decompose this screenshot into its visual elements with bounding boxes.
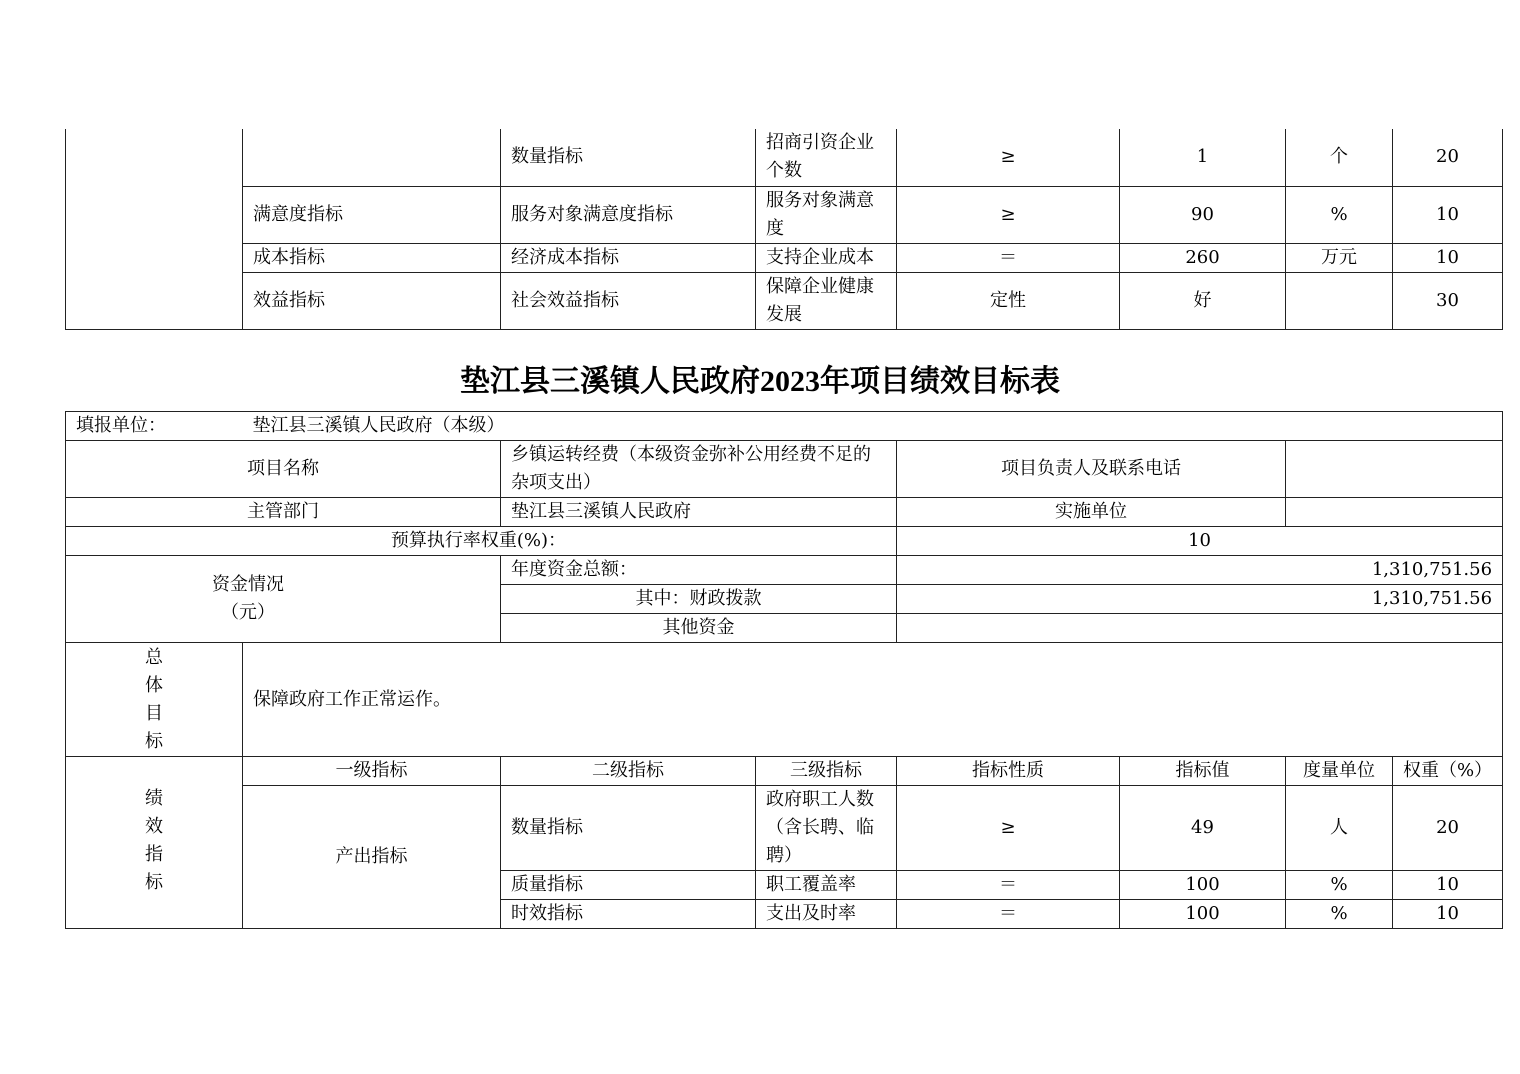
level3-cell: 保障企业健康发展	[756, 272, 897, 329]
budget-weight-value: 10	[897, 527, 1503, 556]
value-cell: 90	[1120, 186, 1286, 243]
budget-weight-row	[66, 527, 1503, 556]
dept-value: 垫江县三溪镇人民政府	[501, 498, 897, 527]
project-name-label: 项目名称	[66, 441, 501, 498]
header-row	[66, 757, 1503, 786]
header-level3: 三级指标	[756, 757, 897, 786]
header-nature: 指标性质	[897, 757, 1120, 786]
level2-cell: 社会效益指标	[501, 272, 756, 329]
level2-cell: 数量指标	[501, 129, 756, 186]
level3-cell: 服务对象满意度	[756, 186, 897, 243]
table-row	[66, 272, 1503, 329]
nature-cell: ≥	[897, 186, 1120, 243]
header-value: 指标值	[1120, 757, 1286, 786]
level2-cell: 时效指标	[501, 900, 756, 929]
perf-label	[66, 757, 243, 929]
unit-cell: 万元	[1286, 243, 1393, 272]
fill-unit-value: 垫江县三溪镇人民政府（本级）	[243, 412, 1503, 441]
annual-total-label: 年度资金总额：	[501, 556, 897, 585]
contact-value	[1286, 441, 1503, 498]
weight-cell: 10	[1393, 186, 1503, 243]
level1-cell: 效益指标	[243, 272, 501, 329]
unit-cell: %	[1286, 871, 1393, 900]
level1-cell: 成本指标	[243, 243, 501, 272]
header-level1: 一级指标	[243, 757, 501, 786]
nature-cell: ＝	[897, 243, 1120, 272]
output-label: 产出指标	[243, 786, 501, 929]
unit-cell: %	[1286, 900, 1393, 929]
dept-row	[66, 498, 1503, 527]
perf-label-char: 指	[145, 844, 163, 865]
nature-cell: ≥	[897, 129, 1120, 186]
table-row	[66, 129, 1503, 186]
performance-target-table	[65, 411, 1503, 929]
level2-cell: 经济成本指标	[501, 243, 756, 272]
value-cell: 49	[1120, 786, 1286, 871]
impl-label: 实施单位	[897, 498, 1286, 527]
level2-cell: 数量指标	[501, 786, 756, 871]
value-cell: 好	[1120, 272, 1286, 329]
value-cell: 100	[1120, 900, 1286, 929]
level3-cell: 支持企业成本	[756, 243, 897, 272]
nature-cell: ＝	[897, 871, 1120, 900]
funds-label: 资金情况	[212, 574, 284, 595]
nature-cell: 定性	[897, 272, 1120, 329]
header-weight: 权重（%）	[1393, 757, 1503, 786]
nature-cell: ＝	[897, 900, 1120, 929]
goal-label-char: 体	[145, 674, 163, 696]
goal-label-char: 目	[145, 702, 163, 724]
perf-label-char: 标	[145, 872, 163, 893]
nature-cell: ≥	[897, 786, 1120, 871]
unit-cell: 人	[1286, 786, 1393, 871]
weight-cell: 10	[1393, 900, 1503, 929]
goal-row	[66, 643, 1503, 757]
dept-label: 主管部门	[66, 498, 501, 527]
other-value	[897, 614, 1503, 643]
funds-unit: （元）	[221, 602, 275, 623]
annual-total-value: 1,310,751.56	[897, 556, 1503, 585]
weight-cell: 20	[1393, 129, 1503, 186]
other-label: 其他资金	[501, 614, 897, 643]
fiscal-label: 其中：财政拨款	[501, 585, 897, 614]
unit-cell	[1286, 272, 1393, 329]
level1-cell	[243, 129, 501, 186]
level3-cell: 支出及时率	[756, 900, 897, 929]
fiscal-value: 1,310,751.56	[897, 585, 1503, 614]
level1-cell: 满意度指标	[243, 186, 501, 243]
funds-label-cell	[66, 556, 501, 643]
project-name-value: 乡镇运转经费（本级资金弥补公用经费不足的杂项支出）	[501, 441, 897, 498]
value-cell: 260	[1120, 243, 1286, 272]
goal-label-char: 标	[145, 730, 163, 752]
header-unit: 度量单位	[1286, 757, 1393, 786]
table-row	[66, 786, 1503, 871]
level3-cell: 政府职工人数（含长聘、临聘）	[756, 786, 897, 871]
goal-text: 保障政府工作正常运作。	[243, 643, 1503, 757]
level3-cell: 职工覆盖率	[756, 871, 897, 900]
page-title: 垫江县三溪镇人民政府2023年项目绩效目标表	[460, 365, 1060, 398]
level3-cell: 招商引资企业个数	[756, 129, 897, 186]
unit-cell: %	[1286, 186, 1393, 243]
weight-cell: 30	[1393, 272, 1503, 329]
perf-label-char: 效	[145, 816, 163, 837]
contact-label: 项目负责人及联系电话	[897, 441, 1286, 498]
value-cell: 100	[1120, 871, 1286, 900]
blank-cell	[66, 129, 243, 329]
weight-cell: 20	[1393, 786, 1503, 871]
level2-cell: 质量指标	[501, 871, 756, 900]
top-indicator-table	[65, 129, 1503, 330]
weight-cell: 10	[1393, 243, 1503, 272]
weight-cell: 10	[1393, 871, 1503, 900]
header-level2: 二级指标	[501, 757, 756, 786]
funds-row	[66, 556, 1503, 585]
project-name-row	[66, 441, 1503, 498]
table-row	[66, 243, 1503, 272]
value-cell: 1	[1120, 129, 1286, 186]
fill-unit-label: 填报单位：	[66, 412, 243, 441]
table-row	[66, 186, 1503, 243]
unit-cell: 个	[1286, 129, 1393, 186]
goal-label	[66, 643, 243, 757]
budget-weight-label: 预算执行率权重(%)：	[66, 527, 897, 556]
level2-cell: 服务对象满意度指标	[501, 186, 756, 243]
impl-value	[1286, 498, 1503, 527]
fill-unit-row	[66, 412, 1503, 441]
perf-label-char: 绩	[145, 788, 163, 809]
goal-label-char: 总	[145, 646, 163, 668]
